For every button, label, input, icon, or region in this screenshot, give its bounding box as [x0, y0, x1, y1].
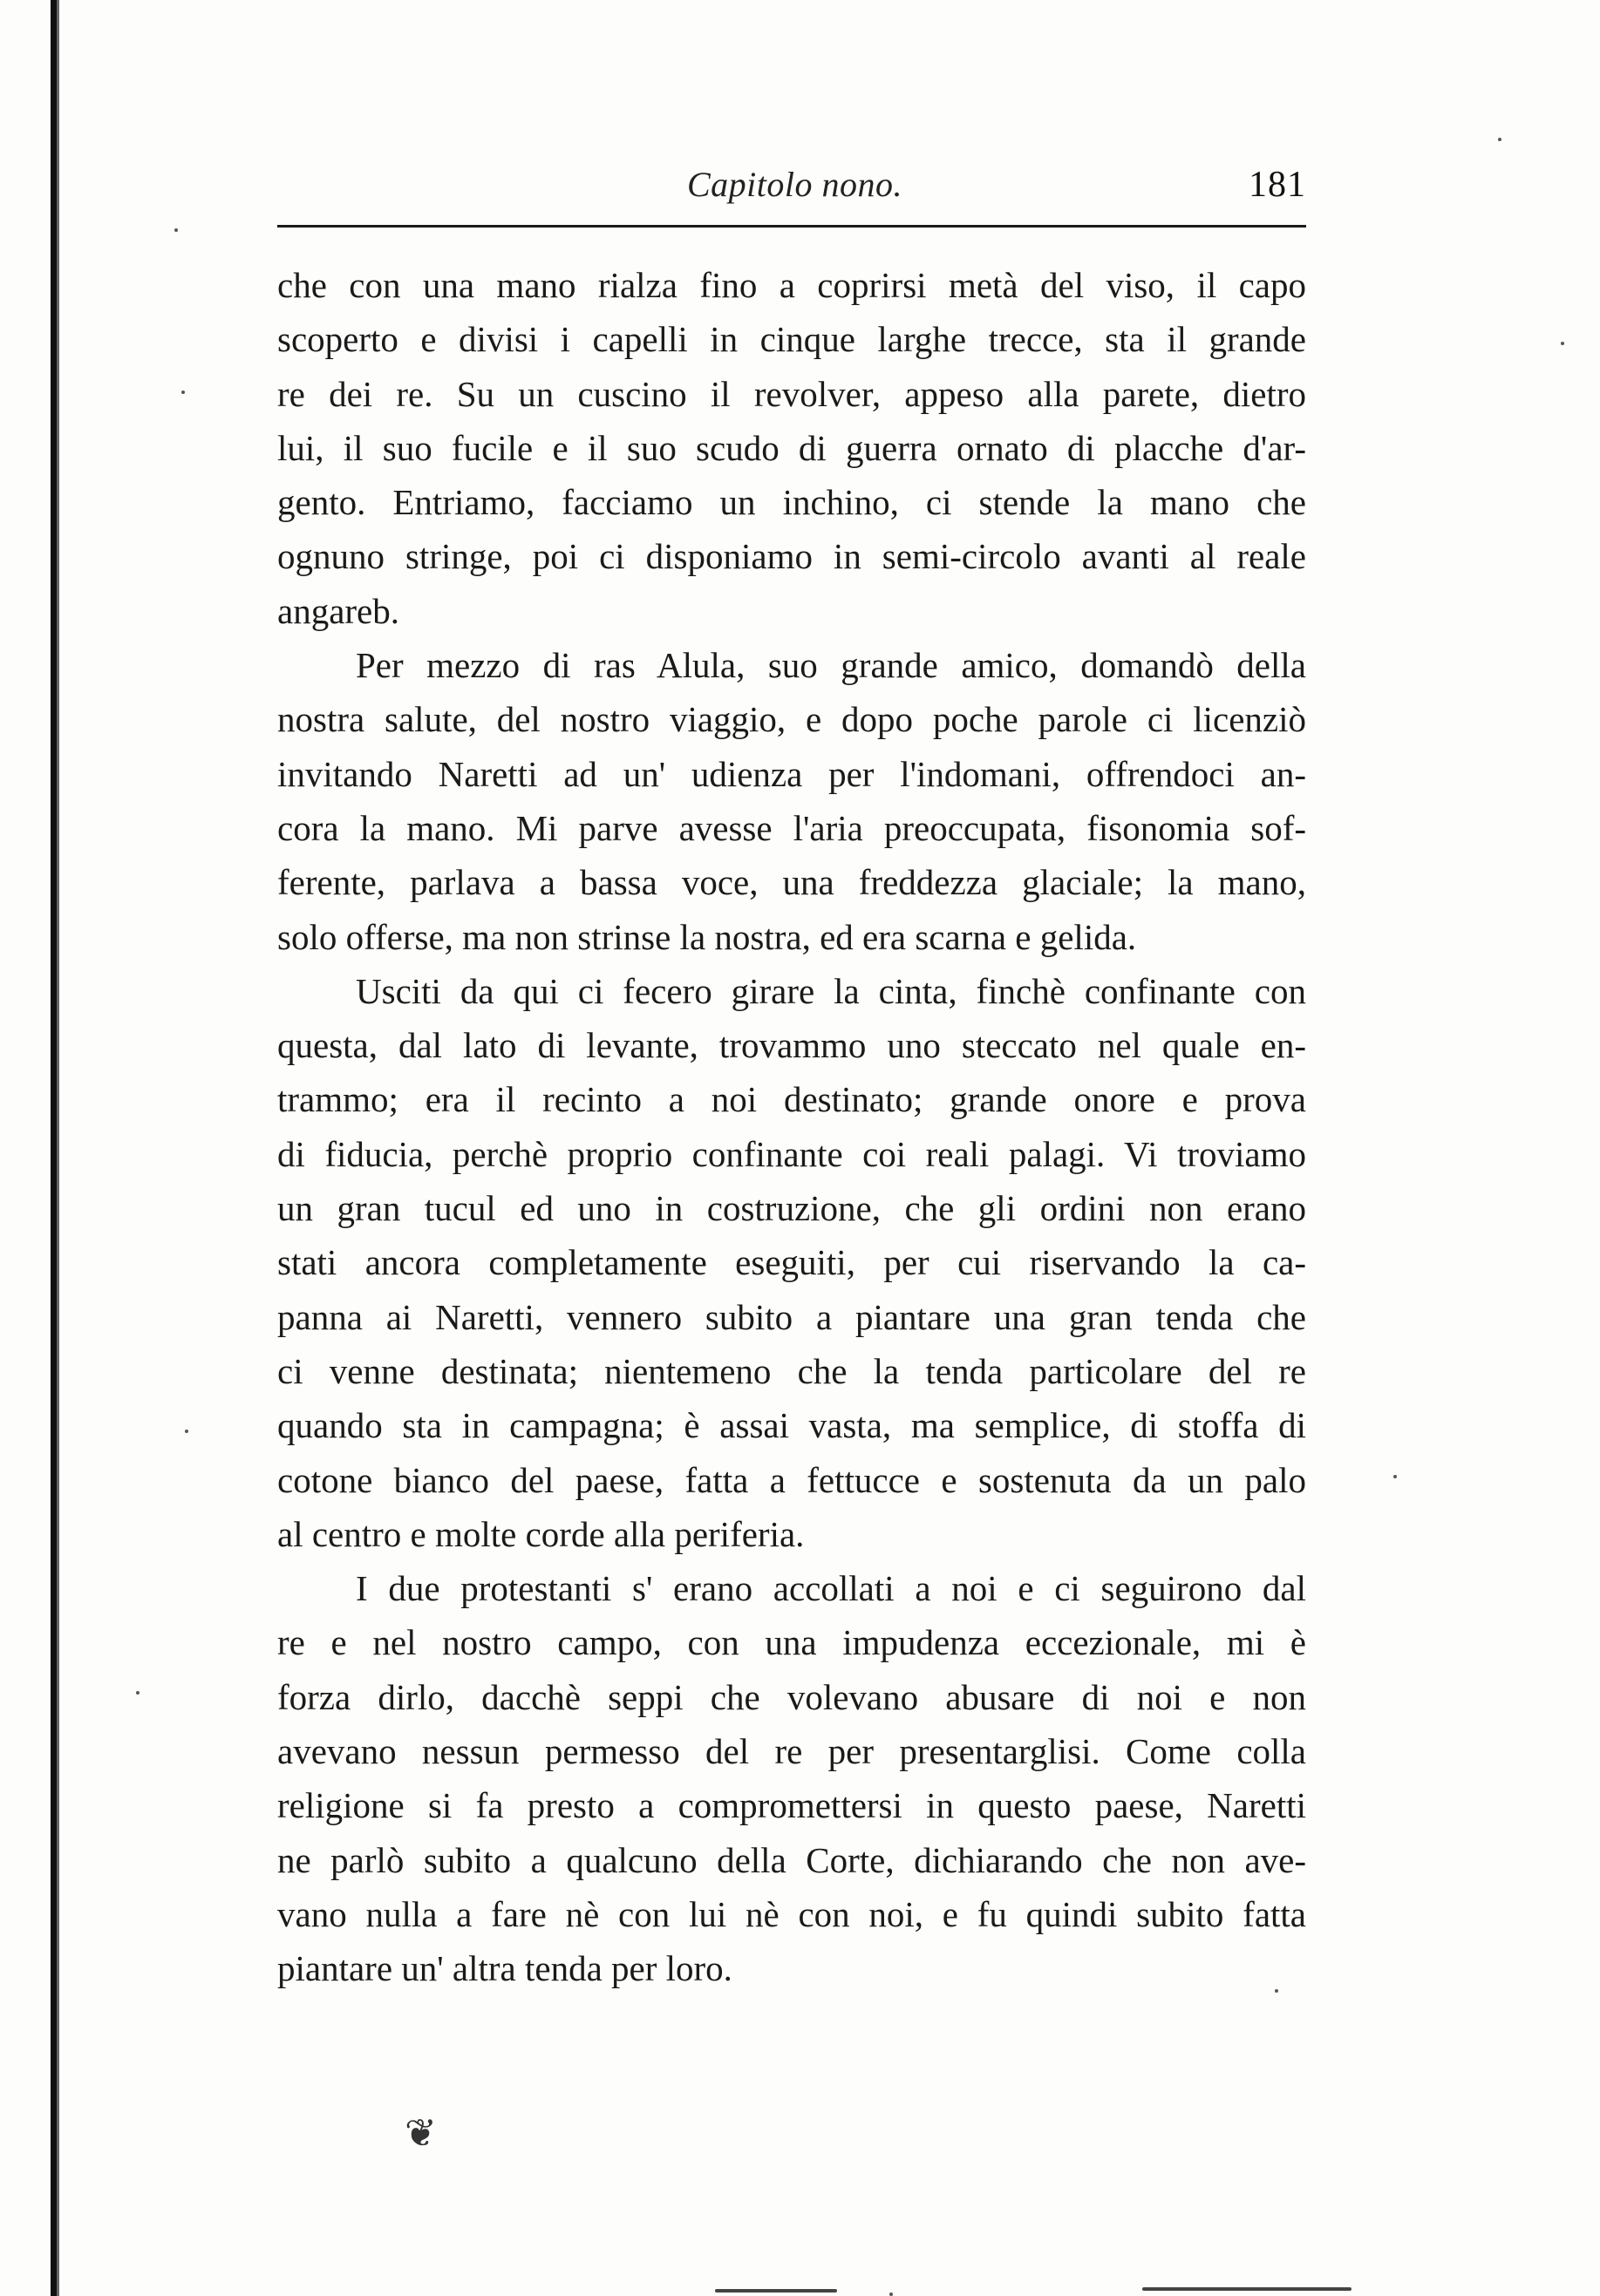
scan-smudge	[715, 2289, 837, 2293]
text-line: forza dirlo, dacchè seppi che volevano abusare di noi e non	[277, 1676, 1306, 1717]
scan-speck	[1561, 342, 1564, 345]
text-line: vano nulla a fare nè con lui nè con noi, e fu quindi subito fatta	[277, 1893, 1306, 1934]
text-line: di fiducia, perchè proprio confinante coi reali palagi. Vi troviamo	[277, 1133, 1306, 1174]
text-line: panna ai Naretti, vennero subito a piantare una gran tenda che	[277, 1296, 1306, 1337]
scan-speck	[185, 1430, 188, 1433]
scan-speck	[1275, 1989, 1278, 1993]
ornament-icon: ❦	[405, 2112, 437, 2155]
text-line: solo offerse, ma non strinse la nostra, ed era scarna e gelida.	[277, 916, 1137, 957]
text-line: ne parlò subito a qualcuno della Corte, dichiarando che non ave-	[277, 1839, 1306, 1880]
text-line: Usciti da qui ci fecero girare la cinta, finchè confinante con	[356, 970, 1306, 1011]
text-line: ognuno stringe, poi ci disponiamo in semi-circolo avanti al reale	[277, 536, 1306, 577]
page-number: 181	[1249, 165, 1306, 205]
text-line: religione si fa presto a compromettersi in questo paese, Naretti	[277, 1785, 1306, 1826]
text-line: nostra salute, del nostro viaggio, e dopo poche parole ci licenziò	[277, 699, 1306, 740]
text-line: che con una mano rialza fino a coprirsi metà del viso, il capo	[277, 265, 1306, 305]
text-line: al centro e molte corde alla periferia.	[277, 1513, 805, 1554]
text-line: un gran tucul ed uno in costruzione, che gli ordini non erano	[277, 1188, 1306, 1229]
text-line: scoperto e divisi i capelli in cinque larghe trecce, sta il grande	[277, 319, 1306, 360]
text-line: I due protestanti s' erano accollati a noi e ci seguirono dal	[356, 1568, 1306, 1609]
text-line: cora la mano. Mi parve avesse l'aria preoccupata, fisonomia sof-	[277, 807, 1306, 848]
scan-speck	[181, 391, 185, 394]
scan-speck	[889, 2293, 893, 2296]
page-header	[277, 148, 1306, 218]
text-line: re e nel nostro campo, con una impudenza eccezionale, mi è	[277, 1622, 1306, 1663]
text-line: questa, dal lato di levante, trovammo uno steccato nel quale en-	[277, 1025, 1306, 1066]
body-text	[277, 258, 1306, 1996]
text-line: cotone bianco del paese, fatta a fettucce e sostenuta da un palo	[277, 1459, 1306, 1500]
text-line: Per mezzo di ras Alula, suo grande amico, domandò della	[356, 645, 1306, 686]
text-line: re dei re. Su un cuscino il revolver, appeso alla parete, dietro	[277, 373, 1306, 414]
scan-speck	[174, 228, 178, 232]
binding-edge	[51, 0, 57, 2296]
text-line: invitando Naretti ad un' udienza per l'indomani, offrendoci an-	[277, 753, 1306, 794]
text-line: trammo; era il recinto a noi destinato; grande onore e prova	[277, 1079, 1306, 1120]
text-line: avevano nessun permesso del re per presentarglisi. Come colla	[277, 1731, 1306, 1772]
header-rule	[277, 225, 1306, 228]
scan-smudge	[1142, 2287, 1351, 2291]
running-title: Capitolo nono.	[687, 165, 903, 204]
scan-speck	[136, 1691, 140, 1695]
text-line: stati ancora completamente eseguiti, per cui riservando la ca-	[277, 1242, 1306, 1283]
text-line: ferente, parlava a bassa voce, una freddezza glaciale; la mano,	[277, 862, 1306, 903]
text-line: ci venne destinata; nientemeno che la tenda particolare del re	[277, 1350, 1306, 1391]
text-line: angareb.	[277, 590, 399, 631]
text-line: quando sta in campagna; è assai vasta, ma semplice, di stoffa di	[277, 1405, 1306, 1446]
scan-speck	[1393, 1475, 1397, 1478]
text-line: piantare un' altra tenda per loro.	[277, 1948, 732, 1989]
text-line: lui, il suo fucile e il suo scudo di guerra ornato di placche d'ar-	[277, 427, 1306, 468]
scan-speck	[1498, 138, 1501, 141]
text-line: gento. Entriamo, facciamo un inchino, ci stende la mano che	[277, 482, 1306, 523]
